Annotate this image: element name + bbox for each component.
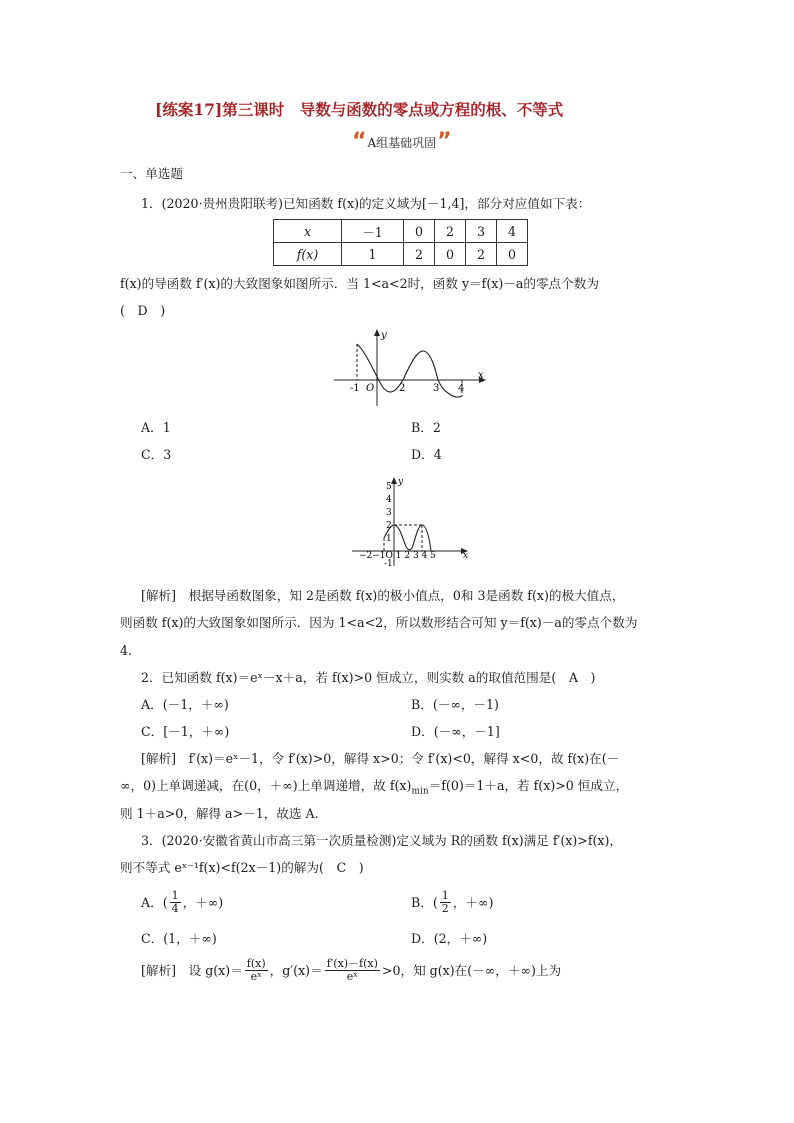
table-cell: 3	[466, 220, 497, 243]
q2-option-d: D．(－∞，－1]	[411, 724, 500, 739]
ytick-4: 4	[386, 495, 392, 505]
q2-analysis-line2	[120, 778, 628, 800]
q2-analysis-text-a: ∞，0)上单调递减，在(0，＋∞)上单调递增，故 f(x)	[120, 778, 412, 793]
q1-option-d: D．4	[411, 447, 442, 462]
table-cell: 2	[466, 243, 497, 266]
q1-analysis-line1: [解析] 根据导函数图象，知 2是函数 f(x)的极小值点，0和 3是函数 f(x)的极大值点，	[141, 588, 625, 603]
q2-analysis-text-b: ＝f(0)＝1＋a，若 f(x)>0 恒成立，	[428, 778, 629, 793]
q2-analysis-line3: 则 1＋a>0，解得 a>－1，故选 A.	[120, 806, 319, 821]
fraction-one-quarter	[170, 890, 181, 915]
table-cell: 2	[435, 220, 466, 243]
y-label: y	[381, 330, 387, 341]
fraction-numerator: 1	[171, 889, 179, 902]
q3-option-a	[141, 890, 223, 915]
min-subscript: min	[411, 786, 429, 797]
open-quote-icon: “	[352, 129, 367, 154]
fraction-one-half	[440, 890, 451, 915]
q1-line2: f(x)的导函数 f′(x)的大致图象如图所示．当 1<a<2时，函数 y＝f(x)－a的零点个数为	[120, 276, 599, 291]
table-row	[274, 220, 528, 243]
table-cell: f(x)	[274, 243, 342, 266]
q1-stem: 1．(2020·贵州贵阳联考)已知函数 f(x)的定义域为[－1,4]，部分对应值如下表：	[141, 196, 591, 211]
q1-option-b: B．2	[411, 420, 441, 435]
q3-analysis-post: >0，知 g(x)在(－∞，＋∞)上为	[381, 962, 562, 978]
xtick-labels: −2−1O 1 2 3 4 5	[359, 551, 436, 561]
section-badge	[352, 129, 452, 154]
fraction-numerator: 1	[441, 889, 449, 902]
ytick-5: 5	[386, 482, 392, 492]
q3-stem-line2: 则不等式 eˣ⁻¹f(x)<f(2x－1)的解为( C )	[120, 860, 364, 875]
fraction-g-prime	[325, 958, 380, 983]
q1-analysis-line2: 则函数 f(x)的大致图象如图所示．因为 1<a<2，所以数形结合可知 y＝f(x)－a的零点个数为	[120, 615, 638, 630]
q2-option-b: B．(－∞，－1)	[411, 697, 499, 712]
q3-option-b	[411, 890, 493, 915]
q2-stem: 2．已知函数 f(x)＝eˣ－x＋a，若 f(x)>0 恒成立，则实数 a的取值范围是( A )	[141, 670, 596, 685]
close-quote-icon: ”	[437, 129, 452, 154]
table-cell: －1	[342, 220, 404, 243]
q3-option-d: D．(2，＋∞)	[411, 931, 488, 946]
derivative-graph	[330, 326, 495, 410]
q3-option-c: C．(1，＋∞)	[141, 931, 217, 946]
fraction-denominator: eˣ	[346, 970, 358, 983]
ytick-3: 3	[386, 508, 392, 518]
tick-label-m1: -1	[350, 383, 360, 394]
value-table	[273, 219, 528, 266]
ytick-m1: -1	[384, 559, 393, 569]
section-badge-label: A组基础巩固	[367, 135, 437, 150]
q3-analysis	[141, 958, 561, 983]
q3-stem-line1: 3．(2020·安徽省黄山市高三第一次质量检测)定义域为 R的函数 f(x)满足 f′(x)>f(x)，	[141, 833, 623, 848]
q2-option-a: A．(－1，＋∞)	[141, 697, 229, 712]
q2-option-c: C．[－1，＋∞)	[141, 724, 230, 739]
q3-analysis-mid: ，g′(x)＝	[269, 962, 323, 978]
fraction-denominator: eˣ	[250, 970, 262, 983]
q3-option-b-prefix: B．(	[411, 894, 438, 910]
table-cell: 0	[435, 243, 466, 266]
tick-label-2: 2	[399, 383, 406, 394]
page-title: [练案17]第三课时 导数与函数的零点或方程的根、不等式	[155, 100, 564, 119]
q1-option-c: C．3	[141, 447, 172, 462]
q3-option-b-suffix: ，＋∞)	[452, 894, 494, 910]
function-graph	[350, 474, 475, 570]
section-heading: 一、单选题	[120, 166, 183, 181]
fraction-denominator: 2	[441, 902, 449, 915]
tick-label-4: 4	[458, 383, 465, 394]
x-label: x	[463, 551, 469, 561]
q1-option-a: A．1	[141, 420, 171, 435]
x-label: x	[478, 370, 484, 381]
table-cell: 4	[497, 220, 528, 243]
q3-analysis-pre: [解析] 设 g(x)＝	[141, 962, 243, 978]
q3-option-a-suffix: ，＋∞)	[182, 894, 224, 910]
ytick-2: 2	[386, 521, 392, 531]
y-axis-arrow-icon	[374, 329, 380, 336]
tick-label-3: 3	[433, 383, 440, 394]
y-label: y	[398, 477, 404, 487]
table-row	[274, 243, 528, 266]
table-cell: 1	[342, 243, 404, 266]
fraction-g	[245, 958, 268, 983]
table-cell: 0	[497, 243, 528, 266]
fraction-numerator: f(x)	[246, 957, 266, 970]
origin-label: O	[366, 383, 375, 394]
table-cell: 2	[404, 243, 435, 266]
q1-analysis-line3: 4.	[120, 643, 133, 658]
table-cell: x	[274, 220, 342, 243]
fraction-numerator: f′(x)－f(x)	[326, 957, 378, 970]
ytick-1: 1	[386, 534, 392, 544]
q2-analysis-line1: [解析] f′(x)＝eˣ－1，令 f′(x)>0，解得 x>0；令 f′(x)<0，解得 x<0，故 f(x)在(－	[141, 751, 620, 766]
table-cell: 0	[404, 220, 435, 243]
y-axis-arrow-icon	[391, 477, 397, 484]
fraction-denominator: 4	[171, 902, 179, 915]
q3-option-a-prefix: A．(	[141, 894, 168, 910]
q1-answer: ( D )	[120, 303, 166, 318]
